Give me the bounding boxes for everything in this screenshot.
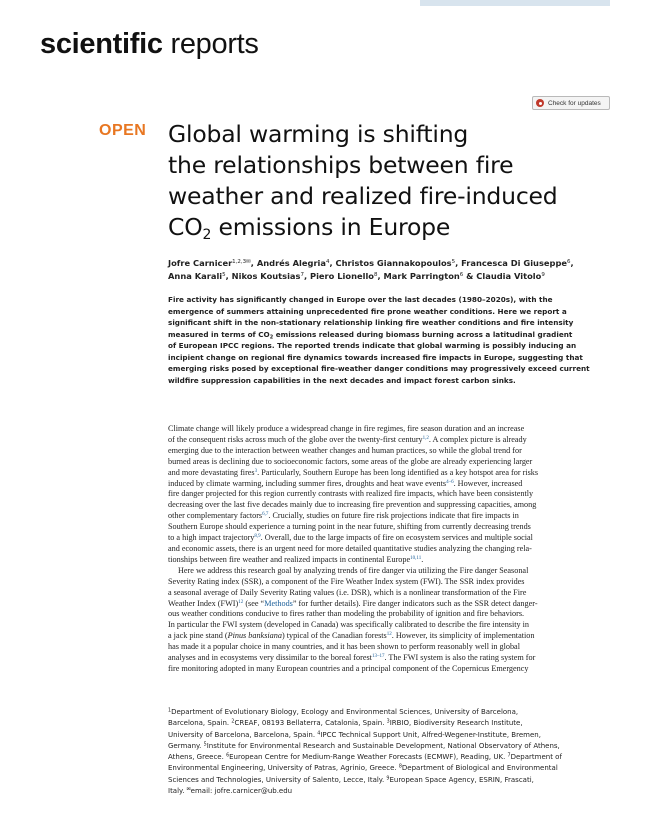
citation-ref[interactable]: 8,9 [254, 534, 261, 540]
affiliation-line [168, 786, 610, 797]
affiliation-marker: 5 [451, 259, 456, 265]
body-text-run: Climate change will likely produce a widespread change in fire regimes, fire season duration and an increase [168, 424, 525, 433]
affiliation-marker: 9 [386, 776, 390, 782]
affiliation-line [168, 718, 610, 729]
author-name: , Piero Lionello [303, 271, 374, 281]
body-text-run: . The FWI system is also the rating system for [384, 653, 536, 663]
author-name: Jofre Carnicer [168, 258, 233, 268]
body-text-run: . However, its simplicity of implementation [391, 631, 535, 641]
affiliation-line [168, 730, 610, 741]
author-name: Anna Karali [168, 271, 223, 281]
body-text-run: analyses and in ecosystems very dissimilar to the boreal forest [168, 653, 372, 663]
author-name: , [570, 258, 574, 268]
body-text-run: ) typical of the Canadian forests [281, 631, 387, 641]
body-text-run: induced by climate warming, including summer fires, droughts and heat wave events [168, 478, 447, 488]
author-name: & Claudia Vitolo [463, 271, 542, 281]
body-text-run: a jack pine stand ( [168, 631, 228, 641]
body-text-run: . However, increased [453, 478, 523, 488]
abstract-line: of European IPCC regions. The reported trends indicate that global warming is possibly inducing an [168, 341, 577, 351]
affiliation-text: Italy. [168, 787, 187, 796]
header-accent-bar [420, 0, 610, 6]
body-line [168, 479, 610, 490]
title-line: Global warming is shifting [168, 120, 469, 148]
body-line [168, 599, 610, 610]
body-line [168, 609, 610, 620]
body-line [168, 664, 610, 675]
abstract-line: emerging risks posed by exceptional fire-weather danger conditions may progressively exceed current [168, 364, 590, 374]
affiliation-marker: 6 [567, 259, 571, 265]
affiliation-marker: 1 [168, 708, 172, 714]
body-text-run: other complementary factors [168, 511, 263, 521]
affiliation-line [168, 741, 610, 752]
title-line: weather and realized fire-induced [168, 182, 558, 210]
body-line [168, 533, 610, 544]
affiliation-text: Department of Biological and Environmental [401, 764, 558, 773]
affiliation-marker: 1,2,3✉ [232, 259, 251, 265]
affiliation-text: IRBIO, Biodiversity Research Institute, [389, 719, 523, 728]
citation-ref[interactable]: 3 [254, 468, 258, 474]
affiliation-marker: ✉ [186, 787, 191, 793]
affiliation-line [168, 775, 610, 786]
body-line [168, 489, 610, 500]
citation-ref[interactable]: 13–17 [371, 654, 385, 660]
affiliation-text: Institute for Environmental Research and Sustainable Development, National Observatory of Athens, [206, 741, 560, 750]
affiliation-marker: 7 [300, 272, 304, 278]
methods-link[interactable]: Methods [264, 598, 293, 608]
body-text-run: and more devastating fires [168, 467, 255, 477]
citation-ref[interactable]: 12 [238, 599, 244, 605]
body-line [168, 522, 610, 533]
affiliation-text: email: jofre.carnicer@ub.edu [190, 787, 293, 796]
body-text-run: a seasonal average of Daily Severity Rating values (i.e. DSR), which is a nonlinear transformation of the Fire [168, 587, 527, 597]
body-text-run: tionships between fire weather and realized impacts in continental Europe [168, 554, 411, 564]
body-text-run: fire monitoring adopted in many European countries and a principal component of the Copernicus Emergency [168, 663, 529, 673]
body-text-run: decreasing over the last five decades mainly due to increasing fire prevention and suppressing capacities, among [168, 500, 537, 510]
body-line [168, 544, 610, 555]
body-line [168, 511, 610, 522]
author-name: , Francesca Di Giuseppe [455, 258, 568, 268]
body-line [168, 642, 610, 653]
check-for-updates-button[interactable] [532, 96, 610, 110]
abstract-line: significant shift in the non-stationary relationship linking fire weather conditions and fire intensity [168, 318, 574, 328]
body-text-run: burned areas is declining due to socioeconomic factors, some areas of the globe are already experiencing larger [168, 456, 533, 466]
affiliation-marker: 3 [386, 719, 390, 725]
affiliation-marker: 9 [541, 272, 545, 278]
affiliation-text: Department of Evolutionary Biology, Ecology and Environmental Sciences, University of Barcelona, [171, 708, 519, 716]
open-access-label: OPEN [99, 122, 147, 139]
abstract [168, 294, 610, 386]
affiliation-marker: 7 [507, 753, 511, 759]
body-line [168, 555, 610, 566]
body-line [168, 653, 610, 664]
author-name: , Christos Giannakopoulos [329, 258, 452, 268]
journal-name-bold: scientific [40, 28, 163, 60]
body-text-run: Here we address this research goal by analyzing trends of fire danger via utilizing the Fire danger Seasonal [178, 565, 529, 575]
body-text-run: . A complex picture is already [428, 434, 527, 444]
body-text-run: emerging due to the interaction between weather changes and human practices, so while the global trend for [168, 445, 522, 455]
body-text-run: . Particularly, Southern Europe has been long identified as a key hotspot area for risks [257, 467, 539, 477]
body-text-run: ous weather conditions conducive to fires rather than modeling the probability of ignition and fire behaviors. [168, 609, 525, 619]
abstract-line: Fire activity has significantly changed in Europe over the last decades (1980–2020s), with the [168, 295, 553, 304]
affiliation-text: Germany. [168, 741, 204, 750]
affiliation-text: Environmental Engineering, University of Patras, Agrinio, Greece. [168, 764, 399, 773]
body-text-run: (see “ [243, 598, 265, 608]
affiliation-text: Barcelona, Spain. [168, 719, 232, 728]
journal-logo[interactable] [40, 28, 259, 61]
body-text-run: . Overall, due to the large impacts of fire on ecosystem services and multiple social [260, 533, 533, 543]
body-line [168, 435, 610, 446]
affiliation-marker: 6 [226, 753, 230, 759]
journal-name-light: reports [162, 28, 259, 60]
title-line: $CO_2$ emissions in Europe [168, 213, 451, 243]
affiliation-marker: 2 [231, 719, 235, 725]
body-text-run: Southern Europe should experience a turning point in the near future, shifting from currently decreasing trends [168, 522, 531, 532]
affiliation-text: University of Barcelona, Barcelona, Spain. [168, 730, 318, 739]
author-name: , Nikos Koutsias [225, 271, 301, 281]
affiliation-marker: 4 [326, 259, 330, 265]
affiliation-marker: 6 [459, 272, 464, 278]
author-list [168, 257, 608, 283]
body-line [168, 468, 610, 479]
body-text-run: In particular the FWI system (developed in Canada) was specifically calibrated to describe the fire intensity in [168, 620, 530, 630]
abstract-line: incipient change on regional fire dynamics towards increased fire impacts in Europe, suggesting that [168, 352, 583, 362]
body-line [168, 577, 610, 588]
affiliation-marker: 4 [317, 731, 321, 737]
abstract-line: emergence of summers attaining unprecedented fire prone weather conditions. Here we report a [168, 306, 567, 316]
body-text-run: . [421, 554, 424, 564]
affiliation-text: European Space Agency, ESRIN, Frascati, [389, 775, 534, 784]
body-line [168, 631, 610, 642]
body-line [168, 446, 610, 457]
affiliation-line [168, 707, 610, 718]
author-name: , Mark Parrington [377, 271, 460, 281]
affiliation-marker: 8 [398, 764, 402, 770]
author-line [168, 257, 608, 270]
body-line [168, 620, 610, 631]
abstract-line: wildfire suppression capabilities in the next decades and impact forest carbon sinks. [168, 375, 516, 385]
body-text-run: has made it a popular choice in many countries, and it has been shown to perform reasonably well in global [168, 642, 520, 652]
affiliation-marker: 5 [203, 742, 207, 748]
affiliations [168, 707, 610, 797]
citation-ref[interactable]: 6,7 [262, 512, 269, 518]
body-line [168, 424, 610, 435]
body-text-run: of the consequent risks across much of the globe over the twenty-first century [168, 434, 423, 444]
affiliation-text: CREAF, 08193 Bellaterra, Catalonia, Spain. [234, 719, 387, 728]
body-text-run: Severity Rating index (SSR), a component of the Fire Weather Index system (FWI). The SSR index provides [168, 576, 525, 586]
article-body [168, 424, 610, 675]
abstract-line: measured in terms of $CO_2$ emissions released during biomass burning across a latitudinal gradient [168, 329, 573, 341]
body-text-run: and economic assets, there is an urgent need for more detailed quantitative studies analyzing the changing rela- [168, 543, 532, 553]
affiliation-marker: 8 [374, 272, 378, 278]
body-line [168, 457, 610, 468]
species-name: Pinus banksiana [227, 631, 282, 641]
affiliation-text: Athens, Greece. [168, 753, 227, 762]
body-line [168, 500, 610, 511]
citation-ref[interactable]: 1,2 [422, 435, 429, 441]
body-text-run: ” for further details). Fire danger indicators such as the SSR detect danger- [292, 598, 538, 608]
affiliation-line [168, 752, 610, 763]
check-for-updates-label: Check for updates [548, 99, 601, 107]
affiliation-text: Department of [510, 753, 562, 762]
affiliation-line [168, 763, 610, 774]
affiliation-marker: 5 [222, 272, 226, 278]
author-name: , Andrés Alegria [250, 258, 327, 268]
citation-ref[interactable]: 12 [386, 632, 392, 638]
body-text-run: Weather Index (FWI) [168, 598, 239, 608]
body-text-run: fire danger projected for this region currently contrasts with realized fire impacts, which have been consistently [168, 489, 534, 499]
crossmark-icon [536, 99, 544, 107]
body-text-run: . Crucially, studies on future fire risk projections indicate that fire impacts in [268, 511, 519, 521]
body-line [168, 566, 610, 577]
title-line: the relationships between fire [168, 151, 514, 179]
citation-ref[interactable]: 4–6 [446, 479, 454, 485]
body-line [168, 588, 610, 599]
citation-ref[interactable]: 10,11 [410, 555, 422, 561]
author-line [168, 270, 608, 283]
affiliation-text: Sciences and Technologies, University of Salento, Lecce, Italy. [168, 775, 387, 784]
article-title [168, 119, 628, 243]
affiliation-text: IPCC Technical Support Unit, Alfred-Wegener-Institute, Bremen, [320, 730, 541, 739]
body-text-run: to a high impact trajectory [168, 533, 255, 543]
affiliation-text: European Centre for Medium-Range Weather Forecasts (ECMWF), Reading, UK. [229, 753, 508, 762]
